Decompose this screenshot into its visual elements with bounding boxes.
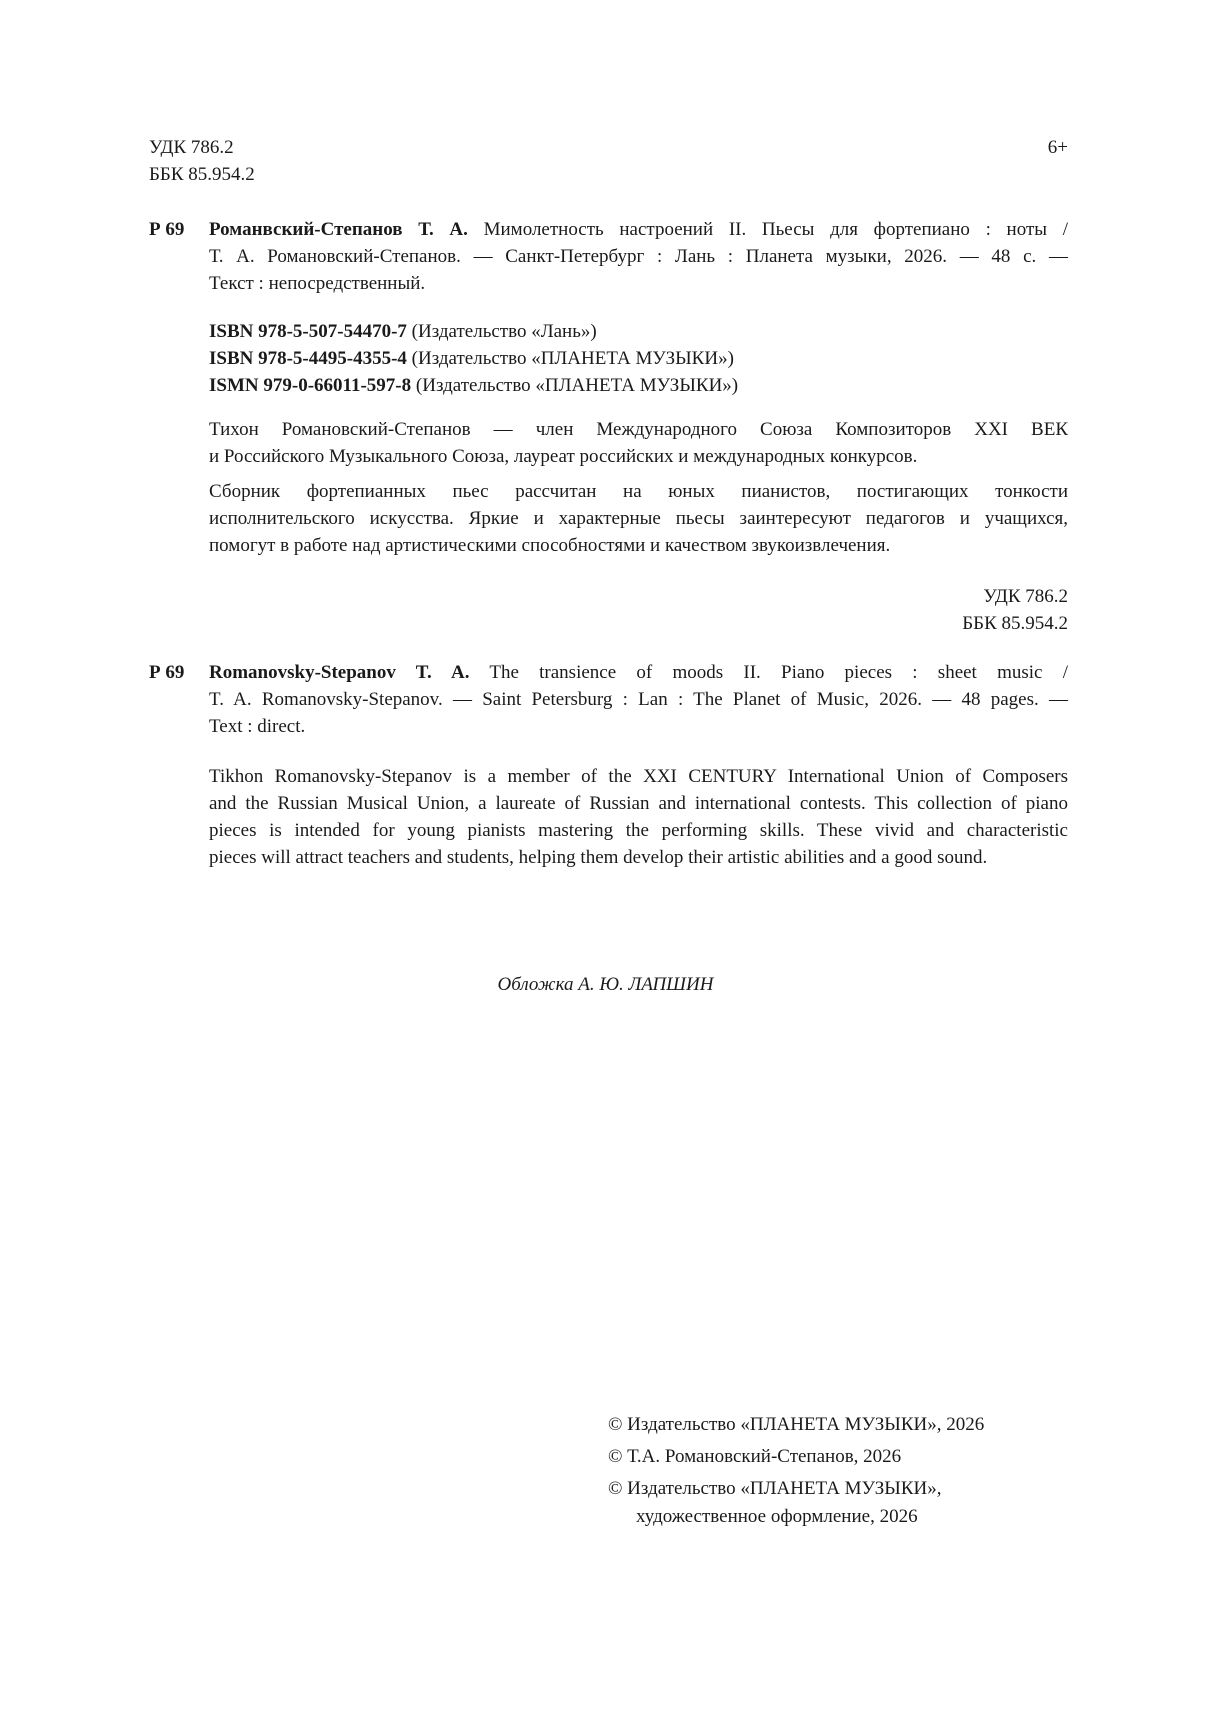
abstract-line: и Российского Музыкального Союза, лауреат российских и международных конкурсов.	[209, 446, 918, 467]
copyright-line: © Т.А. Романовский-Степанов, 2026	[608, 1446, 902, 1467]
en-record-imprint: T. A. Romanovsky-Stepanov. — Saint Petersburg : Lan : The Planet of Music, 2026. — 48 pages. —	[209, 689, 1068, 710]
en-record-author: Romanovsky-Stepanov T. A.	[209, 662, 470, 683]
ru-record-classification	[868, 583, 1068, 637]
abstract-line: Тихон Романовский-Степанов — член Международного Союза Композиторов XXI ВЕК	[209, 419, 1068, 440]
en-record-code: Р 69	[149, 662, 185, 683]
ru-record-code: Р 69	[149, 219, 185, 240]
copyright-line: художественное оформление, 2026	[636, 1506, 918, 1527]
en-record-text-type: Text : direct.	[209, 716, 306, 737]
en-abstract	[209, 763, 1068, 871]
ru-abstract-author	[209, 416, 1068, 470]
isbn-line: ISBN 978-5-507-54470-7 (Издательство «Лань»)	[209, 321, 597, 342]
abstract-line: Tikhon Romanovsky-Stepanov is a member of the XXI CENTURY International Union of Composers	[209, 766, 1068, 787]
header-classification	[149, 134, 255, 188]
copyright-block	[608, 1411, 984, 1531]
ru-record-author: Романвский-Степанов Т. А.	[209, 219, 468, 240]
abstract-line: pieces will attract teachers and students, helping them develop their artistic abilities and a good sound.	[209, 847, 988, 868]
ru-record-udk: УДК 786.2	[983, 586, 1068, 607]
abstract-line: исполнительского искусства. Яркие и характерные пьесы заинтересуют педагогов и учащихся,	[209, 508, 1068, 529]
ismn-line: ISMN 979-0-66011-597-8 (Издательство «ПЛАНЕТА МУЗЫКИ»)	[209, 375, 739, 396]
age-rating: 6+	[1047, 137, 1068, 158]
en-record-description	[209, 659, 1068, 740]
header-udk: УДК 786.2	[149, 137, 234, 158]
abstract-line: Сборник фортепианных пьес рассчитан на юных пианистов, постигающих тонкости	[209, 481, 1068, 502]
abstract-line: pieces is intended for young pianists mastering the performing skills. These vivid and characteristic	[209, 820, 1068, 841]
isbn-list	[209, 318, 1068, 399]
ru-record-text-type: Текст : непосредственный.	[209, 273, 426, 294]
abstract-line: and the Russian Musical Union, a laureate of Russian and international contests. This collection of piano	[209, 793, 1068, 814]
ru-record-description	[209, 216, 1068, 297]
ru-record-bbk: ББК 85.954.2	[962, 613, 1068, 634]
en-record-title: The transience of moods II. Piano pieces : sheet music /	[489, 662, 1068, 683]
copyright-line: © Издательство «ПЛАНЕТА МУЗЫКИ»,	[608, 1478, 942, 1499]
isbn-line: ISBN 978-5-4495-4355-4 (Издательство «ПЛАНЕТА МУЗЫКИ»)	[209, 348, 734, 369]
header-bbk: ББК 85.954.2	[149, 164, 255, 185]
ru-record-title: Мимолетность настроений II. Пьесы для фортепиано : ноты /	[483, 219, 1068, 240]
ru-record-imprint: Т. А. Романовский-Степанов. — Санкт-Петербург : Лань : Планета музыки, 2026. — 48 с. —	[209, 246, 1068, 267]
cover-credit: Обложка А. Ю. ЛАПШИН	[497, 974, 714, 995]
abstract-line: помогут в работе над артистическими способностями и качеством звукоизвлечения.	[209, 535, 891, 556]
copyright-line: © Издательство «ПЛАНЕТА МУЗЫКИ», 2026	[608, 1414, 985, 1435]
ru-abstract-collection	[209, 478, 1068, 559]
